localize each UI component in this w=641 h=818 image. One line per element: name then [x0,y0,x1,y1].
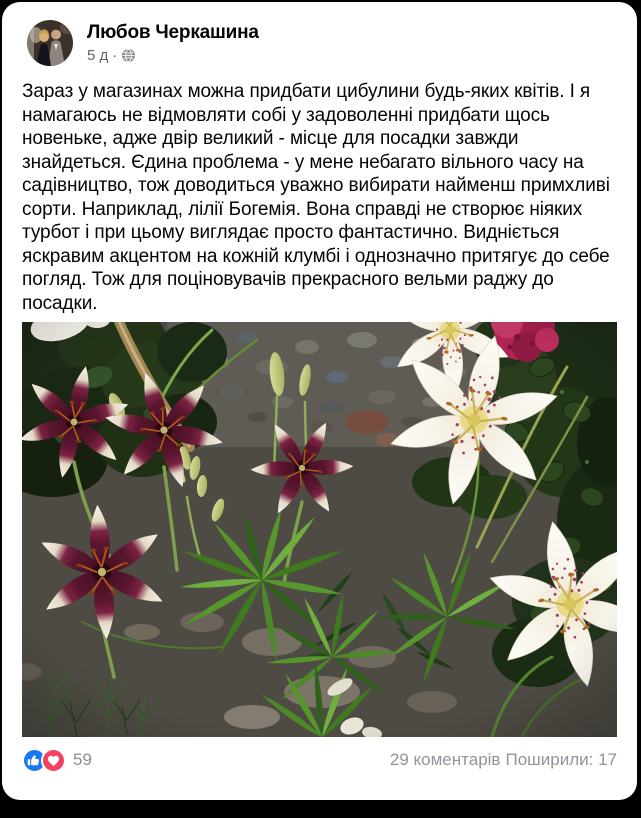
meta-separator: · [112,47,118,64]
post-meta [87,47,259,64]
comments-count[interactable]: 29 коментарів [389,750,501,769]
post-card [2,2,637,800]
post-text: Зараз у магазинах можна придбати цибулини будь-яких квітів. І я намагаюсь не відмовляти собі у задоволенні придбати щось новеньке, адже двір великий - місце для посадки завжди знайдеться. Єдина проблема - у мене небагато вільного часу на садівництво, тож доводиться уважно вибирати найменш примхливі сорти. Наприклад, лілії Богемія. Вона справді не створює ніяких турбот і при цьому виглядає просто фантастично. Видніється яскравим акцентом на кожній клумбі і однозначно притягує до себе погляд. Тож для поціновувачів прекрасного вельми раджу до посадки. [22,81,610,314]
post-header [2,2,637,66]
post-footer [22,737,617,783]
post-photo[interactable] [22,322,617,737]
love-icon[interactable] [41,748,66,773]
avatar[interactable] [27,20,73,66]
timestamp[interactable]: 5 д [87,47,109,64]
shares-count[interactable]: Поширили: 17 [505,750,617,769]
avatar-image [27,20,73,66]
globe-icon [122,49,135,62]
reactions [22,748,92,773]
garden-lilies-photo [22,322,617,737]
counters [390,750,617,770]
author-info [87,22,259,64]
reaction-count[interactable]: 59 [73,750,92,769]
author-name[interactable]: Любов Черкашина [87,22,259,43]
